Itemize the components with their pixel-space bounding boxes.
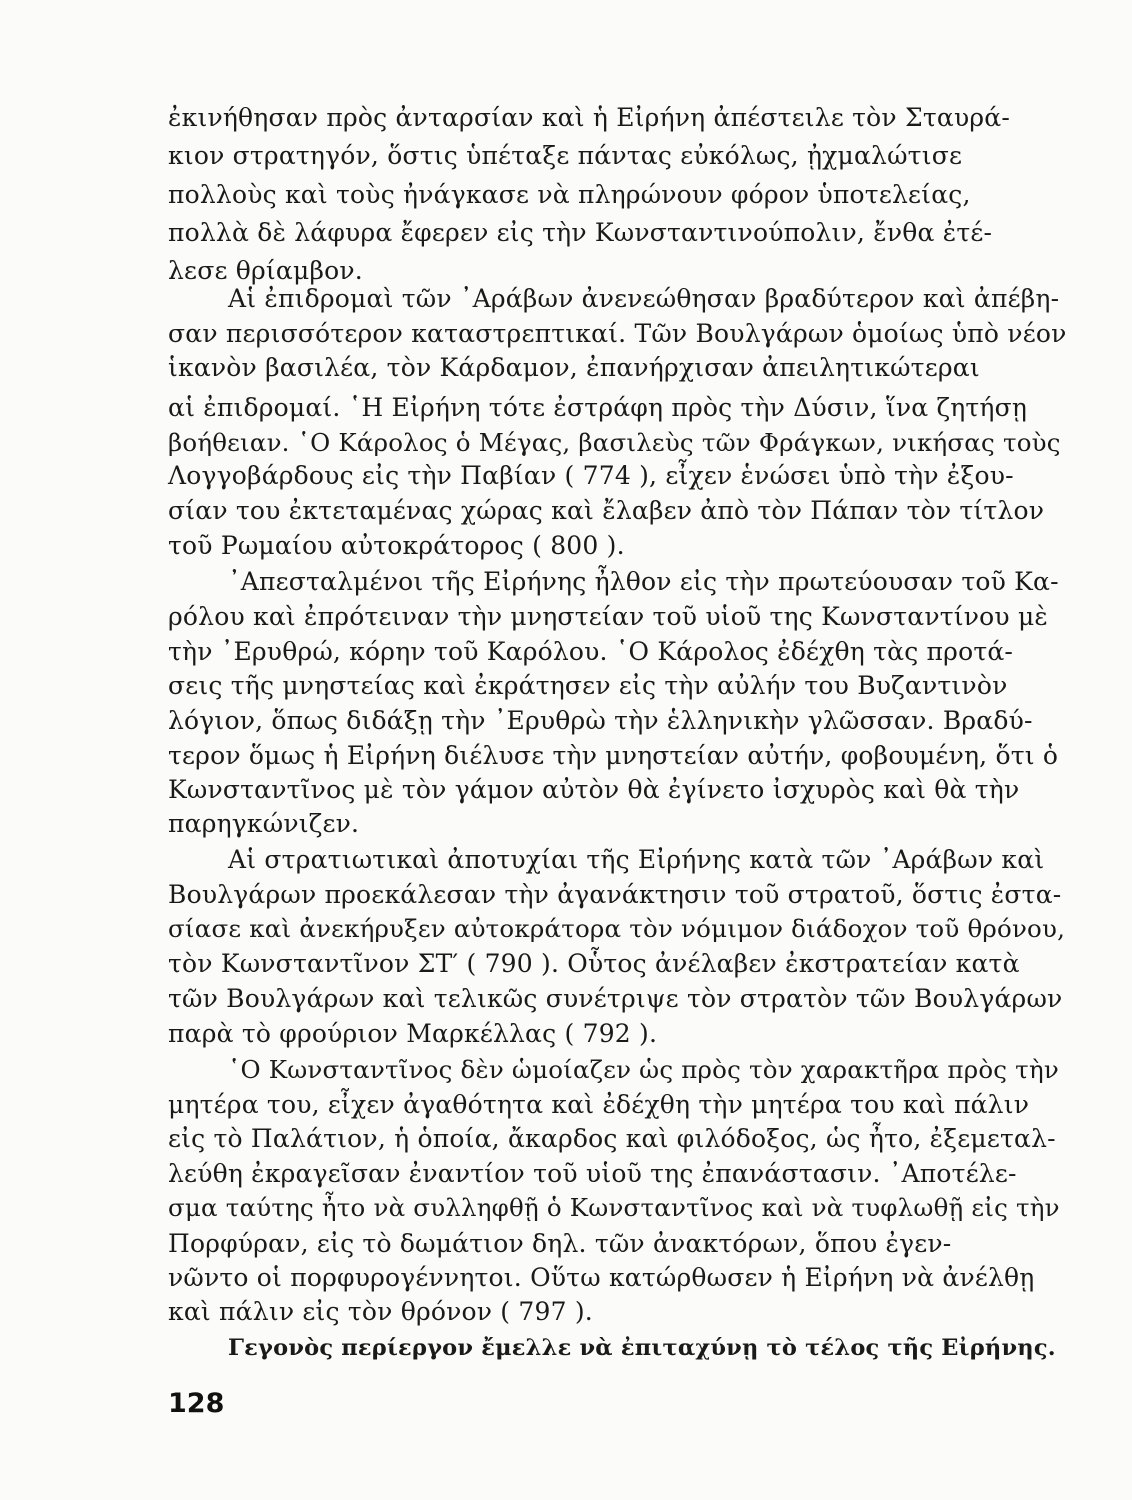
- text-line: λεύθη ἐκραγεῖσαν ἐναντίον τοῦ υἱοῦ της ἐπανάστασιν. ᾿Αποτέλε-: [168, 1159, 1017, 1188]
- text-line: τὸν Κωνσταντῖνον ΣΤ′ ( 790 ). Οὗτος ἀνέλαβεν ἐκστρατείαν κατὰ: [168, 949, 1020, 978]
- text-line: σεις τῆς μνηστείας καὶ ἐκράτησεν εἰς τὴν αὐλήν του Βυζαντινὸν: [168, 671, 1008, 700]
- text-line: τοῦ Ρωμαίου αὐτοκράτορος ( 800 ).: [168, 531, 625, 560]
- text-line: νῶντο οἱ πορφυρογέννητοι. Οὕτω κατώρθωσεν ἡ Εἰρήνη νὰ ἀνέλθῃ: [168, 1263, 1035, 1292]
- text-line: βοήθειαν. ῾Ο Κάρολος ὁ Μέγας, βασιλεὺς τῶν Φράγκων, νικήσας τοὺς: [168, 428, 1061, 457]
- text-line: σμα ταύτης ἦτο νὰ συλληφθῇ ὁ Κωνσταντῖνος καὶ νὰ τυφλωθῇ εἰς τὴν: [168, 1193, 1060, 1222]
- text-line: σίασε καὶ ἀνεκήρυξεν αὐτοκράτορα τὸν νόμιμον διάδοχον τοῦ θρόνου,: [168, 914, 1066, 943]
- text-line: σαν περισσότερον καταστρεπτικαί. Τῶν Βουλγάρων ὁμοίως ὑπὸ νέον: [168, 319, 1067, 348]
- text-line: παρηγκώνιζεν.: [168, 809, 360, 838]
- text-line-paragraph-start: ῾Ο Κωνσταντῖνος δὲν ὡμοίαζεν ὡς πρὸς τὸν χαρακτῆρα πρὸς τὴν: [228, 1055, 1059, 1084]
- text-line: τερον ὅμως ἡ Εἰρήνη διέλυσε τὴν μνηστείαν αὐτήν, φοβουμένη, ὅτι ὁ: [168, 741, 1059, 770]
- text-line: σίαν του ἐκτεταμένας χώρας καὶ ἔλαβεν ἀπὸ τὸν Πάπαν τὸν τίτλον: [168, 496, 1045, 525]
- text-line: εἰς τὸ Παλάτιον, ἡ ὁποία, ἄκαρδος καὶ φιλόδοξος, ὡς ἦτο, ἐξεμεταλ-: [168, 1124, 1056, 1153]
- text-line: ἐκινήθησαν πρὸς ἀνταρσίαν καὶ ἡ Εἰρήνη ἀπέστειλε τὸν Σταυρά-: [168, 103, 1010, 132]
- text-line: μητέρα του, εἶχεν ἀγαθότητα καὶ ἐδέχθη τὴν μητέρα του καὶ πάλιν: [168, 1090, 1030, 1119]
- text-line: τὴν ᾿Ερυθρώ, κόρην τοῦ Καρόλου. ῾Ο Κάρολος ἐδέχθη τὰς προτά-: [168, 637, 1014, 666]
- text-line: Κωνσταντῖνος μὲ τὸν γάμον αὐτὸν θὰ ἐγίνετο ἰσχυρὸς καὶ θὰ τὴν: [168, 775, 1020, 804]
- text-line-paragraph-start: ᾿Απεσταλμένοι τῆς Εἰρήνης ἦλθον εἰς τὴν πρωτεύουσαν τοῦ Κα-: [228, 567, 1059, 596]
- text-line: ρόλου καὶ ἐπρότειναν τὴν μνηστείαν τοῦ υἱοῦ της Κωνσταντίνου μὲ: [168, 602, 1049, 631]
- page-number: 128: [168, 1388, 225, 1419]
- text-line: πολλοὺς καὶ τοὺς ἠνάγκασε νὰ πληρώνουν φόρον ὑποτελείας,: [168, 180, 971, 209]
- text-line: αἱ ἐπιδρομαί. ῾Η Εἰρήνη τότε ἐστράφη πρὸς τὴν Δύσιν, ἵνα ζητήσῃ: [168, 393, 1028, 422]
- text-line-paragraph-start: Αἱ στρατιωτικαὶ ἀποτυχίαι τῆς Εἰρήνης κατὰ τῶν ᾿Αράβων καὶ: [228, 845, 1045, 874]
- text-line-paragraph-start: Αἱ ἐπιδρομαὶ τῶν ᾿Αράβων ἀνενεώθησαν βραδύτερον καὶ ἀπέβη-: [228, 284, 1060, 313]
- text-line: ἱκανὸν βασιλέα, τὸν Κάρδαμον, ἐπανήρχισαν ἀπειλητικώτεραι: [168, 353, 980, 382]
- text-line: λεσε θρίαμβον.: [168, 256, 363, 285]
- text-line: καὶ πάλιν εἰς τὸν θρόνον ( 797 ).: [168, 1297, 593, 1326]
- text-line: τῶν Βουλγάρων καὶ τελικῶς συνέτριψε τὸν στρατὸν τῶν Βουλγάρων: [168, 984, 1063, 1013]
- text-line: λόγιον, ὅπως διδάξῃ τὴν ᾿Ερυθρὼ τὴν ἑλληνικὴν γλῶσσαν. Βραδύ-: [168, 706, 1033, 735]
- text-line: παρὰ τὸ φρούριον Μαρκέλλας ( 792 ).: [168, 1019, 658, 1048]
- text-line: Πορφύραν, εἰς τὸ δωμάτιον δηλ. τῶν ἀνακτόρων, ὅπου ἐγεν-: [168, 1229, 952, 1258]
- text-line-paragraph-start: Γεγονὸς περίεργον ἔμελλε νὰ ἐπιταχύνῃ τὸ τέλος τῆς Εἰρήνης.: [228, 1335, 1056, 1361]
- text-line: Λογγοβάρδους εἰς τὴν Παβίαν ( 774 ), εἶχεν ἑνώσει ὑπὸ τὴν ἐξου-: [168, 461, 1014, 490]
- text-line: κιον στρατηγόν, ὅστις ὑπέταξε πάντας εὐκόλως, ᾐχμαλώτισε: [168, 141, 963, 170]
- text-line: Βουλγάρων προεκάλεσαν τὴν ἀγανάκτησιν τοῦ στρατοῦ, ὅστις ἐστα-: [168, 880, 1062, 909]
- text-line: πολλὰ δὲ λάφυρα ἔφερεν εἰς τὴν Κωνσταντινούπολιν, ἔνθα ἐτέ-: [168, 218, 993, 247]
